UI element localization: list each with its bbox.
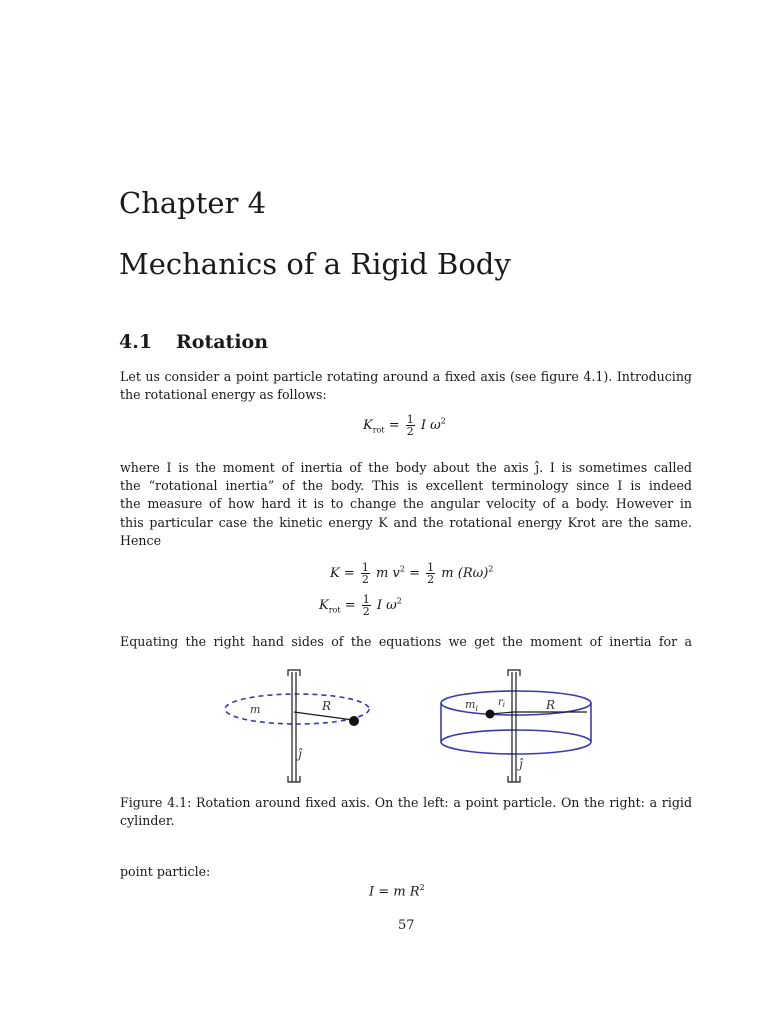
section-number: 4.1 <box>119 331 153 353</box>
label-ri: $r_i$ <box>498 697 506 709</box>
figure-rotation <box>0 660 768 800</box>
paragraph-point-particle: point particle: <box>120 864 211 879</box>
axis-top-cap <box>508 670 520 676</box>
text-line: the “rotational inertia” of the body. This is excellent terminology since I is indeed <box>120 478 692 494</box>
label-j: ĵ <box>519 757 523 771</box>
label-m: m <box>250 703 261 716</box>
text-line: this particular case the kinetic energy K and the rotational energy Krot are the same. <box>120 514 692 530</box>
text-line: the measure of how hard it is to change the angular velocity of a body. However in <box>120 496 692 512</box>
radius-line <box>294 712 353 720</box>
text-line: Hence <box>120 532 162 548</box>
page-number: 57 <box>398 918 415 933</box>
paragraph-equating <box>120 633 692 651</box>
text-line: the rotational energy as follows: <box>120 387 327 403</box>
paragraph-moment-of-inertia <box>120 459 692 550</box>
label-mi: $m_i$ <box>465 698 478 713</box>
label-R: R <box>322 699 332 713</box>
equation-kinetic-energy: K = $\frac{1}{2}$ m $v^2$ = $\frac{1}{2}$ m $(R\omega)^2$ <box>330 561 494 586</box>
equation-point-inertia: I = m $R^2$ <box>369 883 425 900</box>
point-mass <box>349 716 359 726</box>
equation-rotational-energy-2: $K_{rot}$ = $\frac{1}{2}$ I $\omega^2$ <box>319 593 402 618</box>
axis-top-cap <box>288 670 300 676</box>
figure-caption <box>120 794 692 830</box>
text-line: Equating the right hand sides of the equations we get the moment of inertia for a <box>120 634 692 649</box>
right-diagram <box>441 670 591 782</box>
paragraph-intro <box>120 368 692 404</box>
mass-element <box>486 710 495 719</box>
section-title: Rotation <box>176 331 269 353</box>
equation-rotational-energy: $K_{rot}$ = $\frac{1}{2}$ I $\omega^2$ <box>363 413 446 438</box>
left-diagram <box>225 670 369 782</box>
chapter-number: Chapter 4 <box>119 186 267 220</box>
text-line: where I is the moment of inertia of the body about the axis ĵ. I is sometimes called <box>120 460 692 475</box>
label-R: R <box>546 698 556 712</box>
label-j: ĵ <box>298 747 302 761</box>
text-line: Figure 4.1: Rotation around fixed axis. On the left: a point particle. On the right: a rigid <box>120 795 692 810</box>
chapter-title: Mechanics of a Rigid Body <box>119 247 511 281</box>
axis-bottom-cap <box>288 776 300 782</box>
axis-bottom-cap <box>508 776 520 782</box>
text-line: cylinder. <box>120 813 175 829</box>
text-line: Let us consider a point particle rotating around a fixed axis (see figure 4.1). Introducing <box>120 369 692 384</box>
